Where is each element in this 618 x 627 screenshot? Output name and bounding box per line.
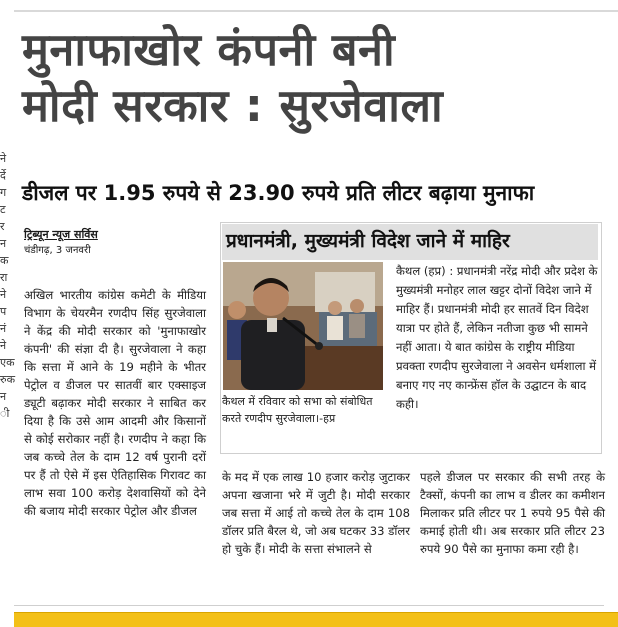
strip-line: र्दे: [0, 169, 6, 182]
strip-line: ने: [0, 288, 7, 301]
strip-line: ी: [0, 407, 10, 420]
strip-line: रा: [0, 271, 8, 284]
strip-line: प: [0, 305, 7, 318]
bottom-divider: [14, 605, 604, 606]
strip-line: र: [0, 220, 5, 233]
sidebar-box-title: प्रधानमंत्री, मुख्यमंत्री विदेश जाने में माहिर: [226, 230, 510, 252]
photo-caption: कैथल में रविवार को सभा को संबोधित करते रणदीप सुरजेवाला।-हप्र: [222, 395, 373, 425]
headline: [22, 22, 582, 134]
strip-line: ने: [0, 152, 7, 165]
strip-line: नं: [0, 322, 7, 335]
strip-line: ट: [0, 203, 6, 216]
news-photo: [223, 262, 383, 390]
speaker-photo-illustration: [223, 262, 383, 390]
subheadline: डीजल पर 1.95 रुपये से 23.90 रुपये प्रति लीटर बढ़ाया मुनाफा: [22, 181, 535, 205]
bottom-color-band: [14, 612, 618, 627]
adjacent-column-fragment: [0, 150, 16, 490]
dateline: चंडीगढ़, 3 जनवरी: [24, 245, 91, 256]
strip-line: क: [0, 254, 9, 267]
strip-line: न: [0, 237, 7, 250]
article-column-1: अखिल भारतीय कांग्रेस कमेटी के मीडिया विभाग के चेयरमैन रणदीप सिंह सुरजेवाला ने केंद्र की मोदी सरकार को 'मुनाफाखोर कंपनी' की संज्ञा दी है। सुरजेवाला ने कहा कि सत्ता में आने के 19 महीने के भीतर पेट्रोल व डीजल पर सातवीं बार एक्साइज ड्यूटी बढ़ाकर मोदी सरकार ने साबित कर दिया है कि उसे आम आदमी और किसानों से कोई सरोकार नहीं है। रणदीप ने कहा कि जब कच्चे तेल के दाम 12 वर्ष पुरानी दरों पर हैं तो ऐसे में इस ऐतिहासिक गिरावट का लाभ सवा 100 करोड़ देशवासियों को देने की बजाय मोदी सरकार पेट्रोल और डीजल: [24, 288, 206, 518]
strip-line: न: [0, 390, 7, 403]
top-divider: [14, 10, 618, 12]
sidebar-box-body: कैथल (हप्र) : प्रधानमंत्री नरेंद्र मोदी और प्रदेश के मुख्यमंत्री मनोहर लाल खट्टर दोनों विदेश जाने में माहिर हैं। प्रधानमंत्री मोदी हर सातवें दिन विदेश यात्रा पर होते हैं, लेकिन नतीजा कुछ भी सामने नहीं आता। ये बात कांग्रेस के राष्ट्रीय मीडिया प्रवक्ता रणदीप सुरजेवाला ने अवसेन धर्मशाला में बनाए गए नए कान्फ्रेंस हॉल के उद्घाटन के बाद कही।: [396, 264, 598, 411]
headline-line-2: मोदी सरकार : सुरजेवाला: [22, 79, 444, 132]
strip-line: रुक: [0, 373, 16, 386]
strip-line: ग: [0, 186, 7, 199]
headline-line-1: मुनाफाखोर कंपनी बनी: [22, 23, 396, 76]
strip-line: ने: [0, 339, 7, 352]
article-column-2: के मद में एक लाख 10 हजार करोड़ जुटाकर अपना खजाना भरे में जुटी है। मोदी सरकार जब सत्ता में आई तो कच्चे तेल के दाम 108 डॉलर प्रति बैरल थे, जो अब घटकर 33 डॉलर हो चुके हैं। मोदी के सत्ता संभालने से: [222, 470, 410, 556]
article-column-3: पहले डीजल पर सरकार की सभी तरह के टैक्सों, कंपनी का लाभ व डीलर का कमीशन मिलाकर प्रति लीटर पर 1 रुपये 95 पैसे की कमाई होती थी। अब सरकार प्रति लीटर 23 रुपये 90 पैसे का मुनाफा कमा रही है।: [420, 470, 605, 556]
strip-line: एक: [0, 356, 15, 369]
byline: ट्रिब्यून न्यूज सर्विस: [24, 228, 98, 241]
